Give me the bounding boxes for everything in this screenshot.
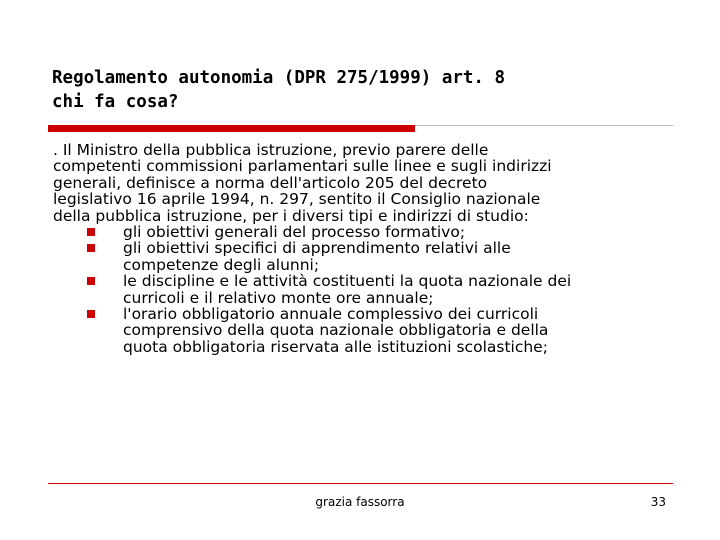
title-divider	[415, 125, 673, 126]
footer-divider	[48, 483, 673, 484]
bullet-text	[123, 273, 693, 306]
bullet-text	[123, 240, 693, 273]
bullet-text	[123, 224, 693, 240]
bullet-line: quota obbligatoria riservata alle istituzioni scolastiche;	[123, 337, 548, 356]
footer-author: grazia fassorra	[315, 495, 405, 509]
bullet-line: gli obiettivi generali del processo formativo;	[123, 223, 466, 242]
square-bullet-icon	[87, 277, 95, 285]
square-bullet-icon	[87, 310, 95, 318]
bullet-list	[53, 224, 693, 355]
bullet-line: curricoli e il relativo monte ore annuale;	[123, 288, 434, 307]
bullet-item	[53, 240, 693, 273]
intro-line: della pubblica istruzione, per i diversi tipi e indirizzi di studio:	[53, 206, 529, 225]
title-line-1: Regolamento autonomia (DPR 275/1999) art. 8	[52, 68, 506, 88]
bullet-line: competenze degli alunni;	[123, 255, 320, 274]
title-line-2: chi fa cosa?	[52, 92, 179, 112]
bullet-item	[53, 224, 693, 240]
intro-line: competenti commissioni parlamentari sulle linee e sugli indirizzi	[53, 157, 552, 176]
bullet-line: le discipline e le attività costituenti la quota nazionale dei	[123, 272, 572, 291]
square-bullet-icon	[87, 228, 95, 236]
slide-body	[53, 142, 693, 355]
bullet-line: comprensivo della quota nazionale obbligatoria e della	[123, 321, 549, 340]
page-number: 33	[650, 495, 666, 509]
bullet-line: gli obiettivi specifici di apprendimento relativi alle	[123, 239, 511, 258]
title-accent-bar	[48, 125, 415, 132]
bullet-line: l'orario obbligatorio annuale complessivo dei curricoli	[123, 305, 539, 324]
intro-line: . Il Ministro della pubblica istruzione, previo parere delle	[53, 141, 489, 159]
bullet-text	[123, 306, 693, 355]
square-bullet-icon	[87, 244, 95, 252]
intro-line: legislativo 16 aprile 1994, n. 297, sentito il Consiglio nazionale	[53, 190, 541, 209]
slide-title	[52, 66, 692, 114]
intro-paragraph	[53, 142, 693, 224]
bullet-item	[53, 306, 693, 355]
intro-line: generali, definisce a norma dell'articolo 205 del decreto	[53, 173, 488, 192]
bullet-item	[53, 273, 693, 306]
